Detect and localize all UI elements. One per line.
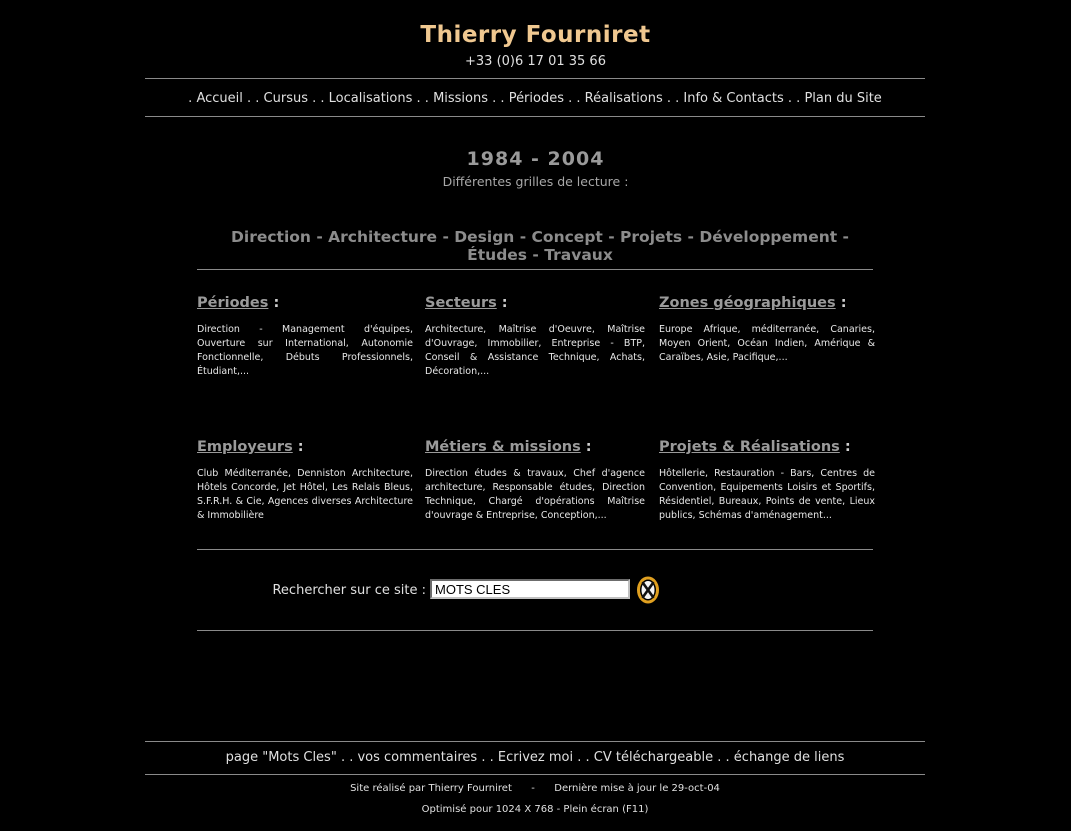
close-x-icon [636, 575, 661, 605]
credit-line [145, 783, 925, 794]
subtitle: Différentes grilles de lecture : [442, 174, 629, 189]
credit-text: Site réalisé par Thierry Fourniret [350, 783, 512, 794]
credit-separator: - [531, 783, 535, 794]
divider [145, 78, 925, 79]
divider [145, 774, 925, 775]
last-updated: Dernière mise à jour le 29-oct-04 [554, 783, 720, 794]
phone-number: +33 (0)6 17 01 35 66 [465, 54, 606, 69]
footer-link-echange-liens[interactable]: échange de liens [733, 750, 845, 765]
section-title-link[interactable]: Métiers & missions [425, 439, 581, 455]
section-text: Hôtellerie, Restauration - Bars, Centres de Convention, Equipements Loisirs et Sportifs, Résidentiel, Bureaux, Points de vente, Lieux publics, Schémas d'aménagement... [659, 468, 875, 521]
section-title-link[interactable]: Périodes [197, 295, 269, 311]
section-metiers: Métiers & missions : Direction études & travaux, Chef d'agence architecture, Responsable études, Direction Technique, Chargé d'opérations Maîtrise d'ouvrage & Entreprise, Conception,... [425, 439, 645, 521]
nav-info-contacts[interactable]: Info & Contacts [683, 91, 784, 106]
divider [197, 269, 873, 270]
nav-accueil[interactable]: Accueil [196, 91, 243, 106]
section-text: Europe Afrique, méditerranée, Canaries, Moyen Orient, Océan Indien, Amérique & Caraïbes, Asie, Pacifique,... [659, 324, 875, 363]
divider [145, 741, 925, 742]
section-text: Architecture, Maîtrise d'Oeuvre, Maîtrise d'Ouvrage, Immobilier, Entreprise - BTP, Conseil & Assistance Technique, Achats, Décoration,... [425, 324, 645, 377]
search-button[interactable] [636, 575, 661, 605]
site-title: Thierry Fourniret [420, 22, 651, 48]
main-nav: . Accueil . . Cursus . . Localisations . . Missions . . Périodes . . Réalisations . . Info & Contacts . . Plan du Site [188, 91, 882, 106]
footer-link-commentaires[interactable]: vos commentaires [357, 750, 478, 765]
section-text: Club Méditerranée, Denniston Architecture, Hôtels Concorde, Jet Hôtel, Les Relais Bleus, S.F.R.H. & Cie, Agences diverses Architecture & Immobilière [197, 468, 413, 521]
themes-line: Direction - Architecture - Design - Concept - Projets - Développement - Études - Travaux [231, 228, 849, 264]
divider [197, 630, 873, 631]
optimized-note: Optimisé pour 1024 X 768 - Plein écran (F11) [421, 804, 649, 815]
section-title-link[interactable]: Projets & Réalisations [659, 439, 840, 455]
footer-link-cv[interactable]: CV téléchargeable [593, 750, 714, 765]
section-title-link[interactable]: Secteurs [425, 295, 497, 311]
search-input[interactable] [430, 579, 630, 599]
nav-missions[interactable]: Missions [433, 91, 489, 106]
nav-periodes[interactable]: Périodes [508, 91, 564, 106]
section-title-link[interactable]: Employeurs [197, 439, 293, 455]
footer-link-mots-cles[interactable]: page "Mots Cles" [225, 750, 337, 765]
footer-link-ecrivez-moi[interactable]: Ecrivez moi [497, 750, 574, 765]
section-text: Direction - Management d'équipes, Ouverture sur International, Autonomie Fonctionnelle, Débuts Professionnels, Étudiant,... [197, 324, 413, 377]
section-periodes: Périodes : Direction - Management d'équipes, Ouverture sur International, Autonomie Fonctionnelle, Débuts Professionnels, Étudiant,... [197, 295, 413, 377]
divider [197, 549, 873, 550]
divider [145, 116, 925, 117]
section-text: Direction études & travaux, Chef d'agence architecture, Responsable études, Direction Technique, Chargé d'opérations Maîtrise d'ouvrage & Entreprise, Conception,... [425, 468, 645, 521]
nav-localisations[interactable]: Localisations [328, 91, 413, 106]
footer-nav: page "Mots Cles" . . vos commentaires . . Ecrivez moi . . CV téléchargeable . . échange de liens [225, 750, 845, 765]
search-label: Rechercher sur ce site : [272, 583, 426, 598]
section-employeurs: Employeurs : Club Méditerranée, Denniston Architecture, Hôtels Concorde, Jet Hôtel, Les Relais Bleus, S.F.R.H. & Cie, Agences diverses Architecture & Immobilière [197, 439, 413, 521]
section-zones: Zones géographiques : Europe Afrique, méditerranée, Canaries, Moyen Orient, Océan Indien, Amérique & Caraïbes, Asie, Pacifique,... [659, 295, 875, 363]
section-secteurs: Secteurs : Architecture, Maîtrise d'Oeuvre, Maîtrise d'Ouvrage, Immobilier, Entreprise - BTP, Conseil & Assistance Technique, Achats, Décoration,... [425, 295, 645, 377]
years-heading: 1984 - 2004 [466, 148, 605, 170]
section-projets: Projets & Réalisations : Hôtellerie, Restauration - Bars, Centres de Convention, Equipements Loisirs et Sportifs, Résidentiel, Bureaux, Points de vente, Lieux publics, Schémas d'aménagement... [659, 439, 875, 521]
nav-realisations[interactable]: Réalisations [584, 91, 663, 106]
section-title-link[interactable]: Zones géographiques [659, 295, 836, 311]
nav-cursus[interactable]: Cursus [263, 91, 308, 106]
nav-plan-du-site[interactable]: Plan du Site [804, 91, 882, 106]
